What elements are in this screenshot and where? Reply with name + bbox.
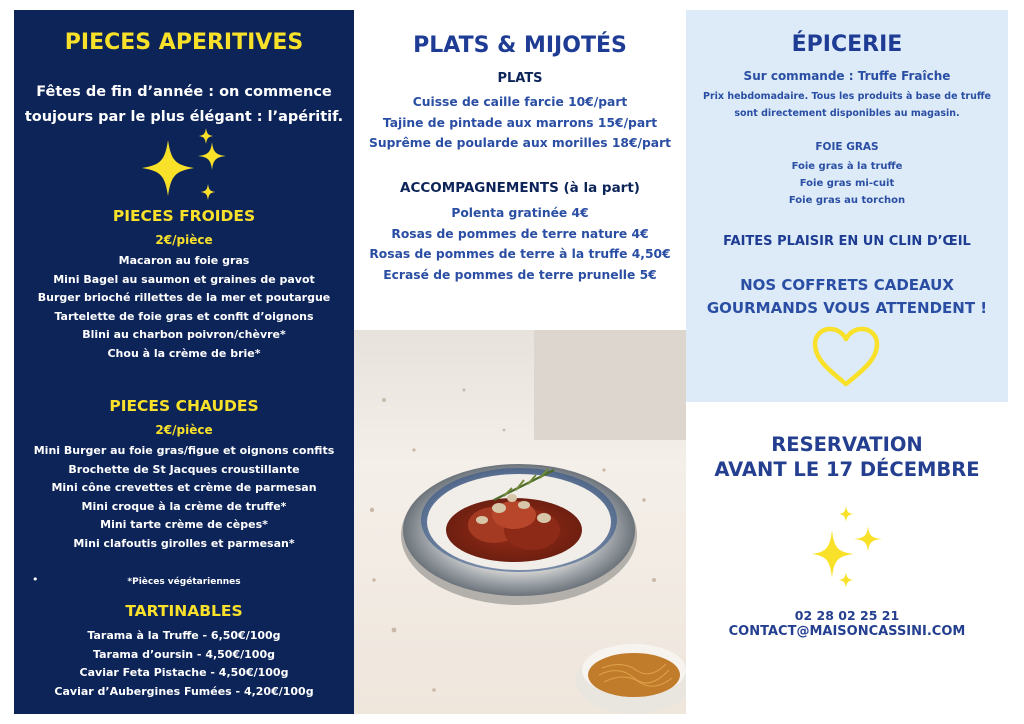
list-item: Caviar d’Aubergines Fumées - 4,20€/100g <box>54 684 314 698</box>
list-item: Mini Burger au foie gras/figue et oignons confits <box>33 444 335 457</box>
reservation-panel <box>686 402 1008 714</box>
email-link[interactable]: CONTACT@MAISONCASSINI.COM <box>728 624 966 639</box>
dish-illustration <box>354 330 686 714</box>
slogan: FAITES PLAISIR EN UN CLIN D’ŒIL <box>723 234 971 249</box>
list-item: Rosas de pommes de terre nature 4€ <box>391 226 649 241</box>
accompagnements-list <box>354 203 686 285</box>
accompagnements-title: ACCOMPAGNEMENTS (à la part) <box>400 180 640 196</box>
plats-title: PLATS & MIJOTÉS <box>413 33 627 58</box>
chaudes-title: PIECES CHAUDES <box>109 397 259 415</box>
list-item: Macaron au foie gras <box>118 254 250 267</box>
list-item: Chou à la crème de brie* <box>107 346 261 360</box>
list-item: Tarama d’oursin - 4,50€/100g <box>93 647 275 661</box>
heart-outline-icon <box>812 326 880 388</box>
truffe-note: Prix hebdomadaire. Tous les produits à base de truffe sont directement disponibles au magasin. <box>703 91 991 119</box>
list-item: Mini cône crevettes et crème de parmesan <box>51 481 317 495</box>
list-item: Mini clafoutis girolles et parmesan* <box>73 536 295 550</box>
sparkles-icon <box>812 506 888 592</box>
coffrets-text: NOS COFFRETS CADEAUX GOURMANDS VOUS ATTENDENT ! <box>706 276 988 317</box>
vegetarian-footnote: *Pièces végétariennes <box>127 577 241 587</box>
chaudes-list <box>14 442 354 554</box>
list-item: Mini tarte crème de cèpes* <box>100 518 268 532</box>
froides-price: 2€/pièce <box>155 233 213 247</box>
list-item: Foie gras mi-cuit <box>799 178 895 189</box>
froides-list <box>14 252 354 364</box>
reservation-title: RESERVATION AVANT LE 17 DÉCEMBRE <box>714 433 980 481</box>
froides-title: PIECES FROIDES <box>112 207 256 225</box>
list-item: Polenta gratinée 4€ <box>451 206 589 220</box>
aperitif-title: PIECES APERITIVES <box>64 30 304 55</box>
list-item: Caviar Feta Pistache - 4,50€/100g <box>79 666 289 680</box>
list-item: Brochette de St Jacques croustillante <box>68 462 300 476</box>
chaudes-price: 2€/pièce <box>155 423 213 437</box>
list-item: Tajine de pintade aux marrons 15€/part <box>382 115 658 130</box>
bullet-point: • <box>32 573 39 586</box>
foie-gras-title: FOIE GRAS <box>815 141 879 153</box>
list-item: Rosas de pommes de terre à la truffe 4,50€ <box>369 247 671 262</box>
plats-subtitle: PLATS <box>497 71 543 86</box>
list-item: Foie gras à la truffe <box>791 161 903 172</box>
dish-photo <box>354 330 686 714</box>
list-item: Suprême de poularde aux morilles 18€/part <box>368 136 672 151</box>
plats-list <box>354 92 686 154</box>
epicerie-panel <box>686 10 1008 402</box>
foie-gras-list <box>686 158 1008 209</box>
list-item: Blini au charbon poivron/chèvre* <box>82 328 286 342</box>
aperitif-panel <box>14 10 354 714</box>
tartinables-title: TARTINABLES <box>125 602 243 620</box>
epicerie-title: ÉPICERIE <box>791 32 903 57</box>
list-item: Cuisse de caille farcie 10€/part <box>412 95 628 109</box>
tartinables-list <box>14 627 354 701</box>
sparkles-icon <box>142 128 234 210</box>
list-item: Burger brioché rillettes de la mer et poutargue <box>37 291 331 305</box>
list-item: Mini Bagel au saumon et graines de pavot <box>53 272 315 286</box>
phone-number: 02 28 02 25 21 <box>794 608 900 623</box>
list-item: Mini croque à la crème de truffe* <box>81 499 287 513</box>
truffe-subtitle: Sur commande : Truffe Fraîche <box>743 69 951 83</box>
list-item: Ecrasé de pommes de terre prunelle 5€ <box>383 267 657 282</box>
aperitif-intro: Fêtes de fin d’année : on commence toujours par le plus élégant : l’apéritif. <box>24 84 344 125</box>
plats-panel <box>354 10 686 330</box>
list-item: Tarama à la Truffe - 6,50€/100g <box>87 629 281 642</box>
list-item: Tartelette de foie gras et confit d’oignons <box>54 309 314 323</box>
list-item: Foie gras au torchon <box>788 195 906 206</box>
